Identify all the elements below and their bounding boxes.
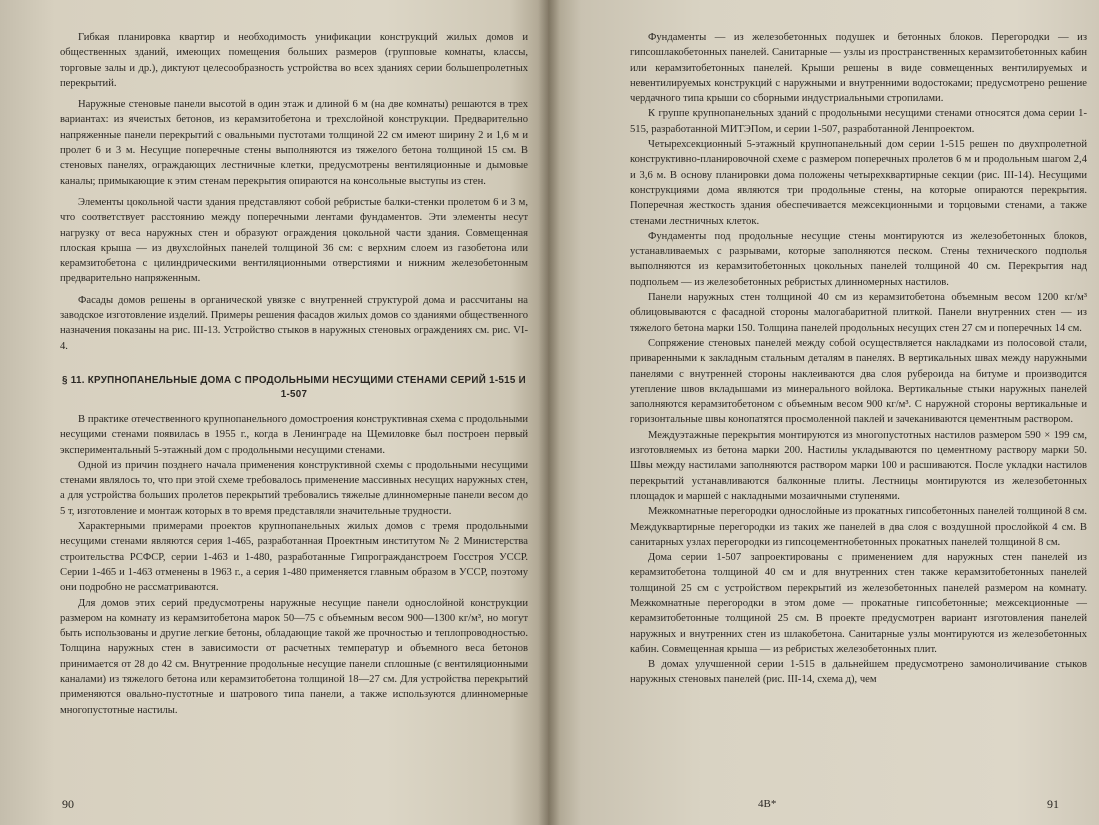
printer-signature-mark: 4В* <box>758 798 777 810</box>
right-paragraph-9: Дома серии 1-507 запроектированы с применением для наружных стен панелей из керамзитобетона толщиной 40 см и для внутренних стен также керамзитобетонных панелей толщиной 25 см с устройством перекрытий из железобетонных панелей размером на комнату. Межкомнатные перегородки в этом доме — прокатные гипсобетонные; межсекционные — керамзитобетонные толщиной 25 см. В проекте предусмотрен вариант изготовления панелей наружных и внутренних стен из шлакобетона. Санитарные узлы монтируются из железобетонных кабин. Совмещенная крыша — из ребристых железобетонных плит. <box>630 552 1087 655</box>
left-paragraph-3: Элементы цокольной части здания представляют собой ребристые балки-стенки пролетом 6 и 3 м, что соответствует расстоянию между поперечными лентами фундаментов. Эти элементы несут нагрузку от веса наружных стен и образуют ограждения цокольной части здания. Совмещенная плоская крыша — из двухслойных панелей толщиной 36 см: с верхним слоем из газобетона или керамзитобетона с цилиндрическими вентиляционными отверстиями и нижним железобетонным предварительно напряженным. <box>60 196 528 285</box>
right-paragraph-1: Фундаменты — из железобетонных подушек и бетонных блоков. Перегородки — из гипсошлакобетонных панелей. Санитарные — узлы из пространственных керамзитобетонных кабин или керамзитобетонных панелей. Крыши решены в виде совмещенных вентилируемых и невентилируемых конструкций с наружными и внутренними водостоками; предусмотрено решение чердачного типа крыши со сборными индустриальными стропилами. <box>630 32 1087 105</box>
right-paragraph-6: Сопряжение стеновых панелей между собой осуществляется накладками из полосовой стали, приваренными к закладным стальным деталям в панелях. В вертикальных швах между наружными панелями с внутренней стороны наклеиваются два слоя рубероида на битуме и производится утепление швов вкладышами из минерального войлока. Вертикальные стыки наружных панелей заполняются керамзитобетоном с объемным весом 900 кг/м³. С наружной стороны вертикальные и горизонтальные швы конопатятся просмоленной паклей и зачеканиваются цементным раствором. <box>630 337 1087 426</box>
right-paragraph-10: В домах улучшенной серии 1-515 в дальнейшем предусмотрено замоноличивание стыков наружных стеновых панелей (рис. III-14, схема д), чем <box>630 659 1087 686</box>
left-page <box>0 0 548 825</box>
right-paragraph-3: Четырехсекционный 5-этажный крупнопанельный дом серии 1-515 решен по двухпролетной конструктивно-планировочной схеме с размером поперечных пролетов 6 м и продольным шагом 2,4 и 3,6 м. В основу планировки дома положены четырехквартирные секции (рис. III-14). Несущими конструкциями дома являются три продольные стены, на которые опираются перекрытия. Поперечная жесткость здания обеспечивается межсекционными и торцовыми стенами, а также стенами лестничных клеток. <box>630 139 1087 227</box>
left-paragraph-7: Характерными примерами проектов крупнопанельных жилых домов с тремя продольными несущими стенами являются серия 1-465, разработанная Проектным институтом № 2 Министерства строительства РСФСР, серии 1-463 и 1-480, разработанные Гипрогражданстроем Госстроя УССР. Серии 1-465 и 1-463 отменены в 1963 г., а серия 1-480 применяется главным образом в УССР, поэтому они подробно не рассматриваются. <box>60 521 528 594</box>
left-paragraph-2: Наружные стеновые панели высотой в один этаж и длиной 6 м (на две комнаты) решаются в трех вариантах: из ячеистых бетонов, из керамзитобетона и трехслойной конструкции. Предварительно напряженные панели перекрытий с овальными пустотами толщиной 22 см имеют ширину 2 и 1,6 м и пролет 6 и 3 м. Несущие поперечные стены выполняются из тяжелого бетона толщиной 15 см. В стеновых панелях, ограждающих лестничные клетки, предусмотрены вентиляционные и дымовые каналы; примыкающие к этим стенам перекрытия опираются на консольные выступы из стен. <box>60 99 528 187</box>
left-paragraph-8: Для домов этих серий предусмотрены наружные несущие панели однослойной конструкции размером на комнату из керамзитобетона марок 50—75 с объемным весом 900—1300 кг/м³, но могут быть использованы и другие легкие бетоны, обладающие такой же прочностью и теплопроводностью. Толщина наружных стен в зависимости от расчетных температур и объемного веса бетонов принимается от 28 до 42 см. Внутренние продольные несущие панели сплошные (с вентиляционными каналами) из тяжелого бетона или керамзитобетона толщиной 18—27 см. Для устройства перекрытий применяются овально-пустотные и шатрового типа панели, а также используются длинномерные многопустотные настилы. <box>60 597 528 716</box>
left-paragraph-5: В практике отечественного крупнопанельного домостроения конструктивная схема с продольными несущими стенами появилась в 1955 г., когда в Ленинграде на Щемиловке был построен первый экспериментальный 5-этажный дом с продольными несущими стенами. <box>60 413 528 456</box>
right-paragraph-7: Междуэтажные перекрытия монтируются из многопустотных настилов размером 590 × 199 см, изготовляемых из бетона марки 200. Настилы укладываются по цементному раствору марки 50. Швы между настилами заполняются раствором марки 100 и расшиваются. После укладки настилов перекрытий устанавливаются балконные плиты. Лестницы монтируются из железобетонных площадок и маршей с накладными мозаичными ступенями. <box>630 429 1087 502</box>
right-paragraph-4: Фундаменты под продольные несущие стены монтируются из железобетонных блоков, устанавливаемых с разрывами, которые заполняются песком. Стены технического подполья выполняются из керамзитобетонных цокольных панелей толщиной 40 см. Перекрытия над подпольем — из железобетонных ребристых длинномерных настилов. <box>630 230 1087 288</box>
left-paragraph-1: Гибкая планировка квартир и необходимость унификации конструкций жилых домов и общественных зданий, имеющих помещения больших размеров (групповые комнаты, классы, торговые залы и др.), диктуют целесообразность устройства во всех зданиях серии большепролетных перекрытий. <box>60 32 528 89</box>
left-page-number: 90 <box>62 797 74 811</box>
right-paragraph-2: К группе крупнопанельных зданий с продольными несущими стенами относятся дома серии 1-515, разработанной МИТЭПом, и серии 1-507, разработанной Ленпроектом. <box>630 108 1087 135</box>
left-paragraph-4: Фасады домов решены в органической увязке с внутренней структурой дома и рассчитаны на заводское изготовление изделий. Примеры решения фасадов жилых домов со зданиями общественного назначения показаны на рис. III-13. Устройство стыков в наружных стеновых ограждениях см. рис. VI-4. <box>60 294 528 352</box>
right-page-number: 91 <box>1047 797 1059 811</box>
section-heading: § 11. КРУПНОПАНЕЛЬНЫЕ ДОМА С ПРОДОЛЬНЫМИ НЕСУЩИМИ СТЕНАМИ СЕРИЙ 1-515 И 1-507 <box>62 374 526 400</box>
right-paragraph-8: Межкомнатные перегородки однослойные из прокатных гипсобетонных панелей толщиной 8 см. Междуквартирные перегородки из таких же панелей в два слоя с воздушной прослойкой 4 см. В санитарных узлах перегородки из гипсоцементнобетонных прокатных панелей толщиной 8 см. <box>630 506 1087 548</box>
right-page <box>548 0 1099 825</box>
book-gutter-shadow <box>538 0 560 825</box>
right-paragraph-5: Панели наружных стен толщиной 40 см из керамзитобетона объемным весом 1200 кг/м³ облицовываются с фасадной стороны малогабаритной плиткой. Панели внутренних стен — из тяжелого бетона марки 150. Толщина панелей продольных несущих стен 27 см и поперечных 14 см. <box>630 292 1087 334</box>
left-paragraph-6: Одной из причин позднего начала применения конструктивной схемы с продольными несущими стенами являлось то, что при этой схеме требовалось применение массивных несущих наружных стен, а для устройства больших пролетов перекрытий требовались тяжелые длинномерные панели весом до 5 т, изготовление и монтаж которых в то время представляли значительные трудности. <box>60 459 528 517</box>
